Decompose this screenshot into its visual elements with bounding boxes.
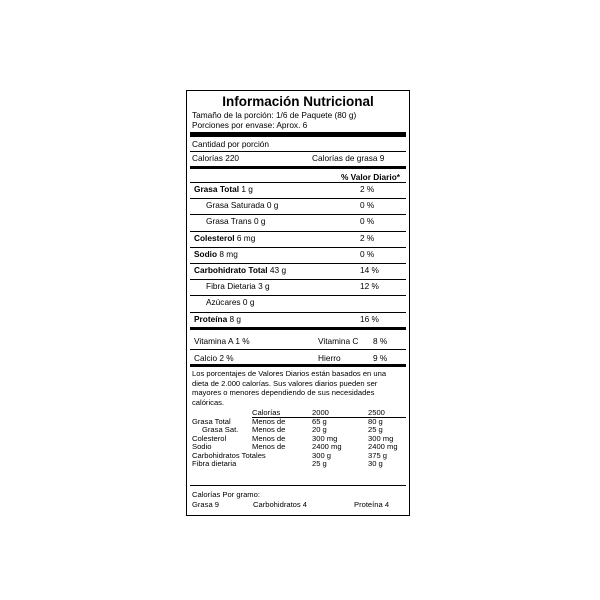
- dv-table-cell: Grasa Sat.: [202, 425, 239, 434]
- dv-table-cell: 2400 mg: [312, 442, 342, 451]
- dv-table-cell: Sodio: [192, 442, 212, 451]
- divider: [190, 279, 406, 280]
- calories-from-fat: Calorías de grasa 9: [312, 153, 385, 163]
- cal-carbs: Carbohidratos 4: [253, 500, 308, 509]
- nutrient-dv: 2 %: [360, 184, 375, 194]
- hierro-value: 9 %: [373, 353, 388, 363]
- dv-table-cell: 20 g: [312, 425, 327, 434]
- nutrient-label: Fibra Dietaria: [206, 281, 256, 292]
- calcio: Calcio 2 %: [194, 353, 234, 363]
- dv-table-cell: 375 g: [368, 450, 388, 460]
- dv-table-cell: 300 mg: [368, 433, 394, 443]
- dv-table-cell: 80 g: [368, 416, 383, 426]
- divider-medium: [190, 327, 406, 330]
- nutrient-amount: 6 mg: [236, 232, 256, 243]
- nutrient-row: [194, 250, 238, 260]
- dv-table-cell: Fibra dietaria: [192, 459, 237, 468]
- dv-table-cell: Menos de: [252, 433, 286, 443]
- nutrient-label: Grasa Saturada: [206, 200, 265, 211]
- divider: [190, 263, 406, 264]
- nutrient-amount: 43 g: [269, 265, 287, 275]
- nutrient-dv: 0 %: [360, 200, 375, 211]
- divider: [190, 182, 406, 183]
- divider: [190, 485, 406, 486]
- dv-table-cell: Menos de: [252, 425, 286, 434]
- nutrient-dv: 2 %: [360, 232, 375, 243]
- dv-table-cell: 65 g: [312, 416, 327, 426]
- dv-table-cell: Menos de: [252, 442, 286, 451]
- dv-table-cell: Carbohidratos Totales: [192, 450, 266, 460]
- footnote: Los porcentajes de Valores Diarios están basados en una dieta de 2.000 calorías. Sus valores diarios pueden ser mayores o menores dependiendo de sus necesidades calóricas.: [192, 369, 387, 407]
- nutrient-row: [206, 217, 266, 227]
- nutrient-label: Carbohidrato Total: [194, 265, 268, 275]
- cal-protein: Proteína 4: [354, 500, 390, 509]
- nutrient-dv: 12 %: [360, 281, 379, 292]
- nutrient-row: [206, 201, 278, 211]
- divider: [190, 247, 406, 248]
- dv-table-cell: Calorías: [252, 408, 281, 417]
- divider: [190, 295, 406, 296]
- dv-table-cell: 300 mg: [312, 433, 338, 443]
- nutrient-dv: 16 %: [360, 313, 379, 324]
- cal-fat: Grasa 9: [192, 500, 220, 509]
- divider: [190, 312, 406, 313]
- nutrient-label: Colesterol: [194, 232, 235, 243]
- dv-table-cell: 25 g: [368, 425, 383, 434]
- daily-values-table: [190, 409, 406, 469]
- vitamin-c-label: Vitamina C: [318, 336, 359, 346]
- nutrient-dv: 0 %: [360, 248, 375, 259]
- divider: [190, 214, 406, 215]
- nutrient-row: [194, 315, 241, 325]
- dv-table-row: [190, 460, 406, 469]
- nutrient-amount: 3 g: [258, 281, 270, 292]
- nutrient-dv: 14 %: [360, 265, 379, 275]
- hierro-label: Hierro: [318, 353, 341, 363]
- nutrient-amount: 8 mg: [219, 248, 238, 259]
- nutrition-facts-label: [186, 90, 410, 516]
- dv-table-cell: 2500: [368, 408, 385, 417]
- label-title: Información Nutricional: [222, 94, 374, 109]
- nutrient-row: [206, 282, 270, 292]
- vitamin-a: Vitamina A 1 %: [194, 336, 250, 346]
- dv-table-cell: Menos de: [252, 416, 286, 426]
- dv-header: % Valor Diario*: [340, 172, 400, 182]
- dv-table-cell: 30 g: [368, 459, 383, 468]
- nutrient-amount: 8 g: [229, 313, 242, 324]
- servings-per-container: Porciones por envase: Aprox. 6: [192, 120, 308, 130]
- amount-per-serving: Cantidad por porción: [192, 139, 270, 149]
- dv-table-cell: Grasa Total: [192, 416, 231, 426]
- nutrient-amount: 0 g: [242, 297, 255, 308]
- nutrient-label: Grasa Trans: [206, 216, 252, 227]
- nutrient-label: Sodio: [194, 248, 218, 259]
- divider: [190, 198, 406, 199]
- calories: Calorías 220: [192, 153, 240, 163]
- nutrient-label: Azúcares: [206, 297, 241, 308]
- dv-table-cell: 2400 mg: [368, 442, 398, 451]
- nutrient-row: [194, 266, 286, 276]
- nutrient-amount: 1 g: [241, 184, 253, 194]
- divider: [190, 231, 406, 232]
- dv-table-cell: Colesterol: [192, 433, 227, 443]
- nutrient-dv: 0 %: [360, 216, 375, 227]
- dv-table-cell: 25 g: [312, 459, 327, 468]
- dv-table-cell: 2000: [312, 408, 329, 417]
- nutrient-amount: 0 g: [253, 216, 266, 227]
- divider: [190, 349, 406, 350]
- nutrient-row: [206, 298, 254, 308]
- dv-table-cell: 300 g: [312, 450, 332, 460]
- divider-medium: [190, 166, 406, 169]
- vitamin-c-value: 8 %: [373, 336, 388, 346]
- nutrient-label: Proteína: [194, 313, 228, 324]
- divider: [190, 151, 406, 152]
- nutrient-amount: 0 g: [266, 200, 279, 211]
- divider-medium: [190, 364, 406, 367]
- nutrient-row: [194, 234, 255, 244]
- divider-thick: [190, 132, 406, 137]
- calories-per-gram-title: Calorías Por gramo:: [192, 490, 260, 499]
- serving-size: Tamaño de la porción: 1/6 de Paquete (80 g): [192, 110, 357, 120]
- nutrient-label: Grasa Total: [194, 184, 240, 194]
- nutrient-row: [194, 185, 253, 195]
